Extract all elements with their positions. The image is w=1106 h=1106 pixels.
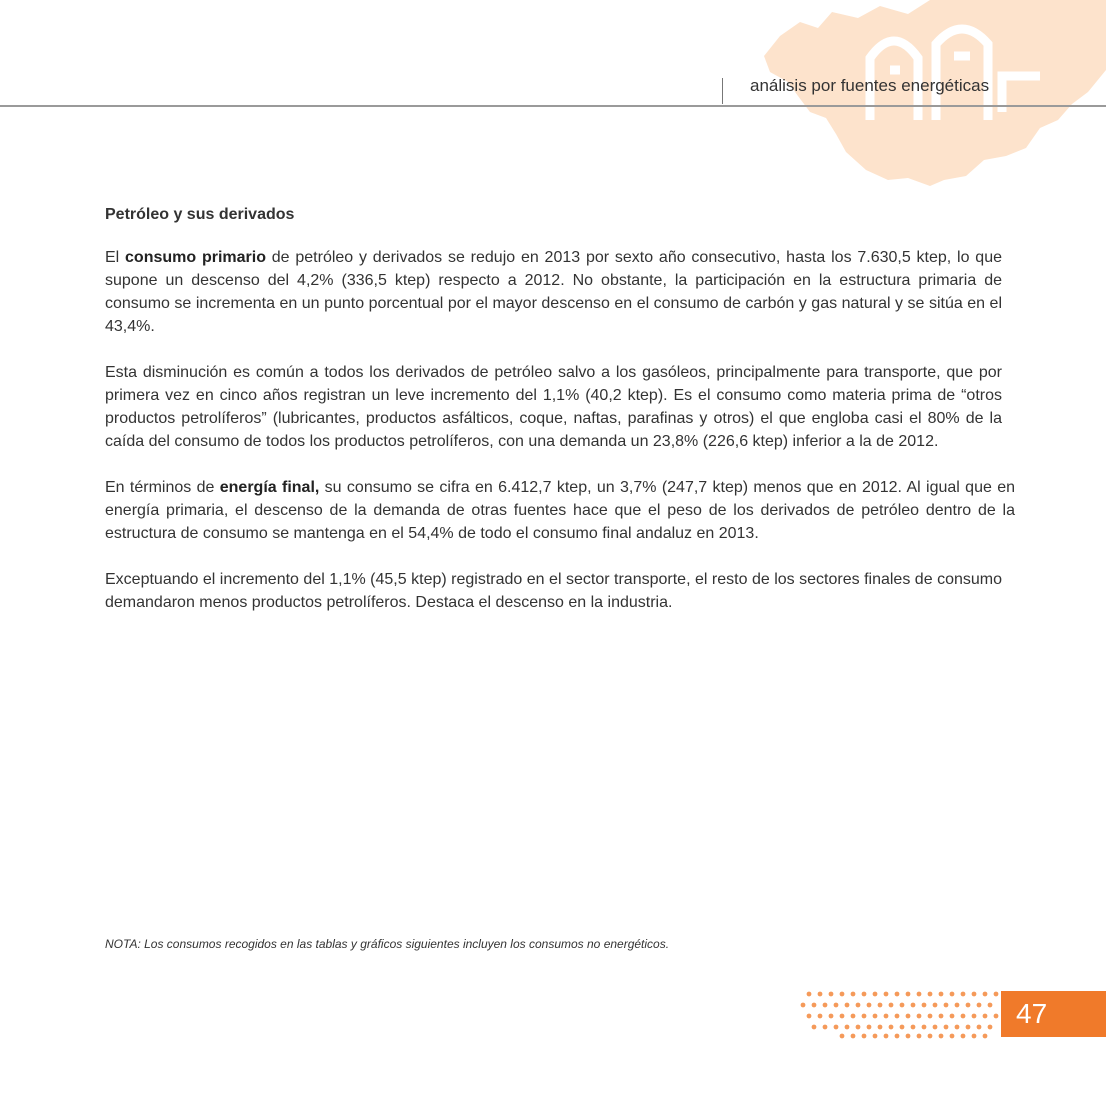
footnote: NOTA: Los consumos recogidos en las tablas y gráficos siguientes incluyen los consumos no energéticos. [105, 937, 670, 951]
p3-post: su consumo se cifra en 6.412,7 ktep, un 3,7% (247,7 ktep) menos que en 2012. Al igual que en energía primaria, el descenso de la demanda de otras fuentes hace que el peso de los derivados de petróleo dentro de la estructura de consumo se mantenga en el 54,4% de todo el consumo final andaluz en 2013. [105, 479, 1016, 542]
p3-pre: En términos de [105, 479, 220, 496]
dot-pattern-decoration [795, 989, 1001, 1039]
p1-pre: El [105, 249, 126, 266]
header-map-decoration [740, 0, 1106, 200]
section-title: Petróleo y sus derivados [105, 206, 295, 223]
p3-bold: energía final, [219, 479, 320, 496]
paragraph-4: Exceptuando el incremento del 1,1% (45,5 ktep) registrado en el sector transporte, el resto de los sectores finales de consumo demandaron menos productos petrolíferos. Destaca el descenso en la industria. [105, 571, 1002, 611]
paragraph-2: Esta disminución es común a todos los derivados de petróleo salvo a los gasóleos, principalmente para transporte, que por primera vez en cinco años registran un leve incremento del 1,1% (40,2 ktep). Es el consumo como materia prima de “otros productos petrolíferos” (lubricantes, productos asfálticos, coque, naftas, parafinas y otros) el que engloba casi el 80% de la caída del consumo de todos los productos petrolíferos, con una demanda un 23,8% (226,6 ktep) inferior a la de 2012. [105, 364, 1002, 450]
page-number: 47 [1016, 998, 1048, 1029]
header-divider-tick [722, 78, 723, 104]
paragraph-3 [105, 476, 1015, 545]
paragraph-1 [105, 246, 1002, 338]
p1-post: de petróleo y derivados se redujo en 2013 por sexto año consecutivo, hasta los 7.630,5 ktep, lo que supone un descenso del 4,2% (336,5 ktep) respecto a 2012. No obstante, la participación en la estructura primaria de consumo se incrementa en un punto porcentual por el mayor descenso en el consumo de carbón y gas natural y se sitúa en el 43,4%. [105, 249, 1002, 335]
section-header: análisis por fuentes energéticas [750, 76, 990, 95]
header-rule [0, 105, 1106, 107]
p1-bold: consumo primario [125, 249, 266, 266]
page-number-box [1001, 991, 1106, 1037]
main-content [105, 206, 1016, 637]
